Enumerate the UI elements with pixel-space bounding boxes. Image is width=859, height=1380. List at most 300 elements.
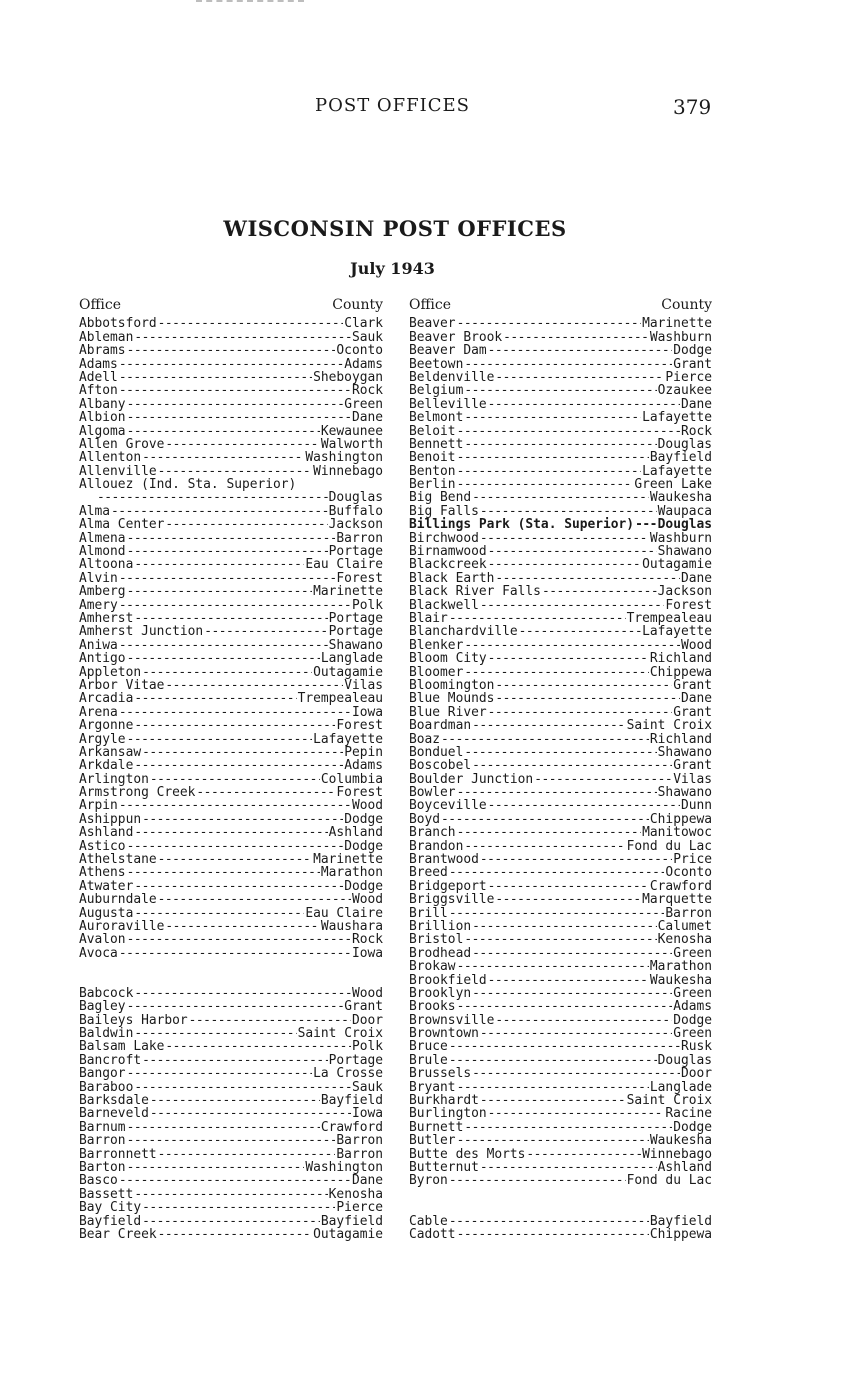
dot-leader (134, 612, 327, 625)
dot-leader (142, 666, 312, 679)
post-office-entry (79, 344, 383, 357)
post-office-entry (79, 1228, 383, 1241)
county-name: Green (673, 1026, 712, 1042)
post-office-entry (79, 612, 383, 625)
county-name: Waukesha (649, 490, 712, 506)
post-office-entry (79, 371, 383, 384)
county-name: Dodge (344, 878, 383, 894)
office-name: Brandon (409, 838, 464, 854)
dot-leader (127, 425, 320, 438)
post-office-entry (79, 1081, 383, 1094)
dot-leader (488, 880, 649, 893)
county-name: Waupaca (657, 503, 712, 519)
office-name: Cadott (409, 1226, 456, 1242)
county-name: Chippewa (649, 664, 712, 680)
office-name: Avalon (79, 932, 126, 948)
office-name: Beaver Dam (409, 343, 487, 359)
dot-leader (119, 384, 351, 397)
county-name: Grant (673, 356, 712, 372)
county-name: Manitowoc (642, 825, 712, 841)
office-name: Amberg (79, 584, 126, 600)
office-name: Burlington (409, 1106, 487, 1122)
county-name: Saint Croix (297, 1026, 383, 1042)
county-name: Portage (328, 624, 383, 640)
county-name: Dunn (680, 798, 712, 814)
dot-leader (119, 572, 336, 585)
dot-leader (464, 746, 656, 759)
office-name: Albany (79, 396, 126, 412)
post-office-entry (79, 786, 383, 799)
post-office-entry (79, 478, 383, 491)
county-name: Portage (328, 1052, 383, 1068)
post-office-entry (79, 1215, 383, 1228)
dot-leader (534, 773, 672, 786)
post-office-entry (409, 545, 712, 558)
post-office-entry (409, 679, 712, 692)
dot-leader (127, 1121, 320, 1134)
dot-leader (488, 344, 673, 357)
post-office-entry (409, 920, 712, 933)
post-office-entry (409, 358, 712, 371)
county-name: Marinette (642, 316, 712, 332)
post-office-entry (79, 545, 383, 558)
dot-leader (449, 866, 665, 879)
dot-leader (134, 826, 327, 839)
dot-leader (488, 974, 649, 987)
office-name: Bruce (409, 1039, 448, 1055)
dot-leader (158, 317, 344, 330)
post-office-entry (409, 518, 712, 531)
column-header (409, 299, 712, 312)
office-name: Arlington (79, 771, 149, 787)
document-title: WISCONSIN POST OFFICES (223, 216, 567, 241)
county-name: Wood (680, 637, 712, 653)
office-name: Black Earth (409, 570, 495, 586)
dot-leader (542, 585, 657, 598)
office-name: Appleton (79, 664, 142, 680)
dot-leader (165, 438, 320, 451)
county-name: Dodge (673, 343, 712, 359)
post-office-entry (409, 947, 712, 960)
county-name: Forest (665, 597, 712, 613)
office-name: Belleville (409, 396, 487, 412)
county-name: Marathon (649, 959, 712, 975)
county-name: Ashland (657, 1160, 712, 1175)
county-name: La Crosse (313, 1066, 383, 1082)
county-name: Pepin (344, 744, 383, 760)
office-name: Butte des Morts (409, 1146, 526, 1162)
office-name: Belgium (409, 383, 464, 399)
post-office-entry (79, 1134, 383, 1147)
office-name: Bancroft (79, 1052, 142, 1068)
county-name: Pierce (665, 369, 712, 385)
post-office-entry (79, 1121, 383, 1134)
dot-leader (457, 1134, 649, 1147)
office-name: Baldwin (79, 1026, 134, 1042)
dot-leader (127, 933, 351, 946)
dot-leader (119, 371, 312, 384)
dot-leader (127, 1067, 313, 1080)
office-name: Amery (79, 597, 118, 613)
dot-leader (134, 331, 351, 344)
post-office-entry (409, 853, 712, 866)
office-name: Belmont (409, 410, 464, 426)
county-name: Crawford (320, 1119, 383, 1135)
column-header (79, 299, 383, 312)
post-office-entry (409, 719, 712, 732)
office-name: Baileys Harbor (79, 1012, 188, 1028)
county-name: Adams (344, 758, 383, 774)
office-name: Big Falls (409, 503, 479, 519)
post-office-entry (79, 599, 383, 612)
office-name: Brill (409, 905, 448, 921)
dot-leader (119, 1174, 351, 1187)
dot-leader (488, 398, 680, 411)
office-name: Bloomer (409, 664, 464, 680)
page-number: 379 (673, 95, 712, 119)
dot-leader (495, 1014, 672, 1027)
dot-leader (495, 692, 680, 705)
county-name: Shawano (657, 785, 712, 801)
county-name: Waukesha (649, 1133, 712, 1149)
county-name: Barron (665, 905, 712, 921)
column-header-office: Office (409, 297, 452, 313)
post-office-entry (79, 987, 383, 1000)
county-name: Washburn (649, 530, 712, 546)
county-name: Trempealeau (626, 610, 712, 626)
office-name: Black River Falls (409, 584, 541, 600)
dot-leader (134, 907, 304, 920)
county-name: Green Lake (634, 477, 712, 493)
post-office-entry (79, 572, 383, 585)
dot-leader (127, 866, 320, 879)
post-office-entry (79, 518, 383, 531)
post-office-entry (79, 799, 383, 812)
dot-leader (134, 1027, 296, 1040)
office-name: Alma Center (79, 517, 165, 533)
post-office-entry (79, 1094, 383, 1107)
dot-leader (111, 505, 328, 518)
county-name: Eau Claire (305, 557, 383, 573)
county-name: Vilas (673, 771, 712, 787)
county-name: Grant (344, 999, 383, 1015)
post-office-entry (79, 625, 383, 638)
post-office-entry (79, 692, 383, 705)
post-office-entry (409, 1107, 712, 1120)
office-name: Barksdale (79, 1093, 149, 1109)
post-office-entry (409, 491, 712, 504)
county-name: Eau Claire (305, 905, 383, 921)
dot-leader (150, 773, 320, 786)
office-name: Altoona (79, 557, 134, 573)
county-name: Marinette (313, 584, 383, 600)
post-office-entry (409, 411, 712, 424)
dot-leader (127, 1000, 344, 1013)
post-office-entry (409, 1014, 712, 1027)
post-office-entry (79, 331, 383, 344)
county-name: Marquette (642, 892, 712, 908)
dot-leader (119, 639, 328, 652)
post-office-entry (409, 907, 712, 920)
post-office-entry (409, 813, 712, 826)
office-name: Blue River (409, 704, 487, 720)
county-name: Portage (328, 544, 383, 560)
county-name: Kenosha (328, 1186, 383, 1202)
post-office-entry (79, 425, 383, 438)
dot-leader (464, 666, 649, 679)
dot-leader (635, 518, 657, 531)
dot-leader (503, 331, 649, 344)
office-name: Afton (79, 383, 118, 399)
office-name: Bloomington (409, 677, 495, 693)
county-name: Kenosha (657, 932, 712, 948)
office-name: Bloom City (409, 651, 487, 667)
dot-leader (449, 612, 626, 625)
county-name: Marinette (313, 852, 383, 868)
post-office-entry (409, 733, 712, 746)
office-name: Blenker (409, 637, 464, 653)
office-name: Blair (409, 610, 448, 626)
office-name: Brillion (409, 918, 472, 934)
post-office-entry (79, 438, 383, 451)
office-name: Bassett (79, 1186, 134, 1202)
county-name: Grant (673, 704, 712, 720)
county-name: Chippewa (649, 1226, 712, 1242)
post-office-entry (409, 1094, 712, 1107)
county-name: Green (344, 396, 383, 412)
document-subtitle: July 1943 (350, 259, 435, 278)
office-name: Brantwood (409, 852, 479, 868)
office-name: Arena (79, 704, 118, 720)
post-office-entry (409, 1054, 712, 1067)
office-name: Allen Grove (79, 436, 165, 452)
right-entry-list (409, 317, 712, 1241)
post-office-entry (79, 558, 383, 571)
office-name: Bangor (79, 1066, 126, 1082)
county-name: Chippewa (649, 811, 712, 827)
office-name: Arcadia (79, 691, 134, 707)
county-name: Columbia (320, 771, 383, 787)
dot-leader (165, 518, 327, 531)
dot-leader (119, 799, 351, 812)
dot-leader (464, 438, 656, 451)
county-name: Saint Croix (626, 1093, 712, 1109)
post-office-entry (409, 987, 712, 1000)
office-name: Barron (79, 1133, 126, 1149)
dot-leader (480, 1161, 657, 1174)
post-office-entry (79, 1000, 383, 1013)
county-name: Iowa (351, 1106, 383, 1122)
dot-leader (464, 358, 672, 371)
office-name: Brooklyn (409, 985, 472, 1001)
post-office-entry (409, 1134, 712, 1147)
left-entry-list (79, 317, 383, 1241)
post-office-entry (409, 893, 712, 906)
post-office-entry (409, 1174, 712, 1187)
county-name: Forest (336, 570, 383, 586)
county-name: Lafayette (642, 410, 712, 426)
dot-leader (472, 987, 672, 1000)
county-name: Winnebago (642, 1146, 712, 1162)
county-name: Winnebago (313, 463, 383, 479)
post-office-entry (409, 1121, 712, 1134)
dot-leader (472, 947, 672, 960)
office-name: Barton (79, 1160, 126, 1175)
office-name: Abbotsford (79, 316, 157, 332)
dot-leader (158, 1148, 336, 1161)
county-name: Richland (649, 731, 712, 747)
office-name: Allenville (79, 463, 157, 479)
dot-leader (165, 920, 320, 933)
office-name: Brownsville (409, 1012, 495, 1028)
county-name: Rock (351, 383, 383, 399)
county-name: Racine (665, 1106, 712, 1122)
dot-leader (495, 679, 672, 692)
office-name: Almond (79, 544, 126, 560)
post-office-entry (409, 652, 712, 665)
county-name: Shawano (657, 744, 712, 760)
office-name: Brussels (409, 1066, 472, 1082)
post-office-entry (409, 465, 712, 478)
county-name: Door (351, 1012, 383, 1028)
post-office-entry (409, 880, 712, 893)
dot-leader (119, 358, 343, 371)
office-name: Boscobel (409, 758, 472, 774)
post-office-entry (409, 505, 712, 518)
office-name: Alvin (79, 570, 118, 586)
post-office-entry (409, 799, 712, 812)
post-office-entry (409, 1215, 712, 1228)
dot-leader (526, 1148, 641, 1161)
post-office-entry (409, 371, 712, 384)
county-name: Barron (336, 1133, 383, 1149)
office-name: Brodhead (409, 945, 472, 961)
office-name: Bristol (409, 932, 464, 948)
post-office-entry (79, 1161, 383, 1174)
dot-leader (457, 960, 649, 973)
dot-leader (119, 706, 351, 719)
county-name: Douglas (328, 490, 383, 506)
office-name: Avoca (79, 945, 118, 961)
post-office-entry (409, 826, 712, 839)
post-office-entry (409, 398, 712, 411)
dot-leader (158, 893, 351, 906)
post-office-entry (79, 1014, 383, 1027)
post-office-entry (79, 853, 383, 866)
county-name: Barron (336, 1146, 383, 1162)
office-name: Billings Park (Sta. Superior) (409, 517, 635, 533)
office-name: Ashippun (79, 811, 142, 827)
county-name: Sauk (351, 329, 383, 345)
office-name: Auburndale (79, 892, 157, 908)
county-name: Waukesha (649, 972, 712, 988)
dot-leader (142, 451, 304, 464)
post-office-entry (79, 317, 383, 330)
dot-leader (495, 572, 680, 585)
county-name: Dane (680, 691, 712, 707)
post-office-entry (79, 505, 383, 518)
county-name: Adams (673, 999, 712, 1015)
county-name: Polk (351, 1039, 383, 1055)
post-office-entry (409, 317, 712, 330)
post-office-entry (79, 491, 383, 504)
office-name: Beetown (409, 356, 464, 372)
post-office-entry (79, 451, 383, 464)
dot-leader (134, 987, 351, 1000)
dot-leader (457, 1228, 649, 1241)
column-header-county: County (661, 297, 712, 313)
post-office-entry (79, 933, 383, 946)
county-name: Lafayette (313, 731, 383, 747)
dot-leader (472, 759, 672, 772)
running-head: POST OFFICES (315, 95, 471, 116)
county-name: Rock (680, 423, 712, 439)
office-name: Allenton (79, 450, 142, 466)
post-office-entry (409, 532, 712, 545)
office-name: Arpin (79, 798, 118, 814)
post-office-entry (409, 866, 712, 879)
dot-leader (519, 625, 641, 638)
county-name: Grant (673, 758, 712, 774)
county-name: Oconto (336, 343, 383, 359)
dot-leader (495, 371, 664, 384)
county-name: Dane (351, 1173, 383, 1189)
county-name: Dodge (344, 811, 383, 827)
county-name: Kewaunee (320, 423, 383, 439)
office-name: Argonne (79, 718, 134, 734)
post-office-entry (409, 384, 712, 397)
dot-leader (495, 893, 641, 906)
post-office-entry (79, 947, 383, 960)
top-edge-smudge (196, 0, 304, 5)
dot-leader (488, 799, 680, 812)
office-name: Beaver Brook (409, 329, 503, 345)
county-name: Marathon (320, 865, 383, 881)
post-office-entry (79, 719, 383, 732)
column-header-county: County (332, 297, 383, 313)
office-name: Astico (79, 838, 126, 854)
county-name: Dane (680, 570, 712, 586)
post-office-entry (409, 746, 712, 759)
county-name: Adams (344, 356, 383, 372)
post-office-entry (409, 1000, 712, 1013)
county-name: Shawano (657, 544, 712, 560)
section-spacer (79, 974, 383, 987)
office-name: Berlin (409, 477, 456, 493)
dot-leader (134, 759, 343, 772)
office-name: Arbor Vitae (79, 677, 165, 693)
post-office-entry (79, 532, 383, 545)
county-name: Buffalo (328, 503, 383, 519)
post-office-entry (409, 974, 712, 987)
dot-leader (127, 585, 313, 598)
dot-leader (480, 853, 672, 866)
office-name: Beaver (409, 316, 456, 332)
post-office-entry (79, 1148, 383, 1161)
office-name: Birchwood (409, 530, 479, 546)
county-name: Bayfield (320, 1213, 383, 1229)
office-name: Athens (79, 865, 126, 881)
post-office-entry (79, 880, 383, 893)
office-name: Atwater (79, 878, 134, 894)
post-office-entry (79, 1107, 383, 1120)
county-name: Ashland (328, 825, 383, 841)
office-name: Adell (79, 369, 118, 385)
office-name: Breed (409, 865, 448, 881)
office-name: Big Bend (409, 490, 472, 506)
county-name: Oconto (665, 865, 712, 881)
county-name: Fond du Lac (626, 838, 712, 854)
